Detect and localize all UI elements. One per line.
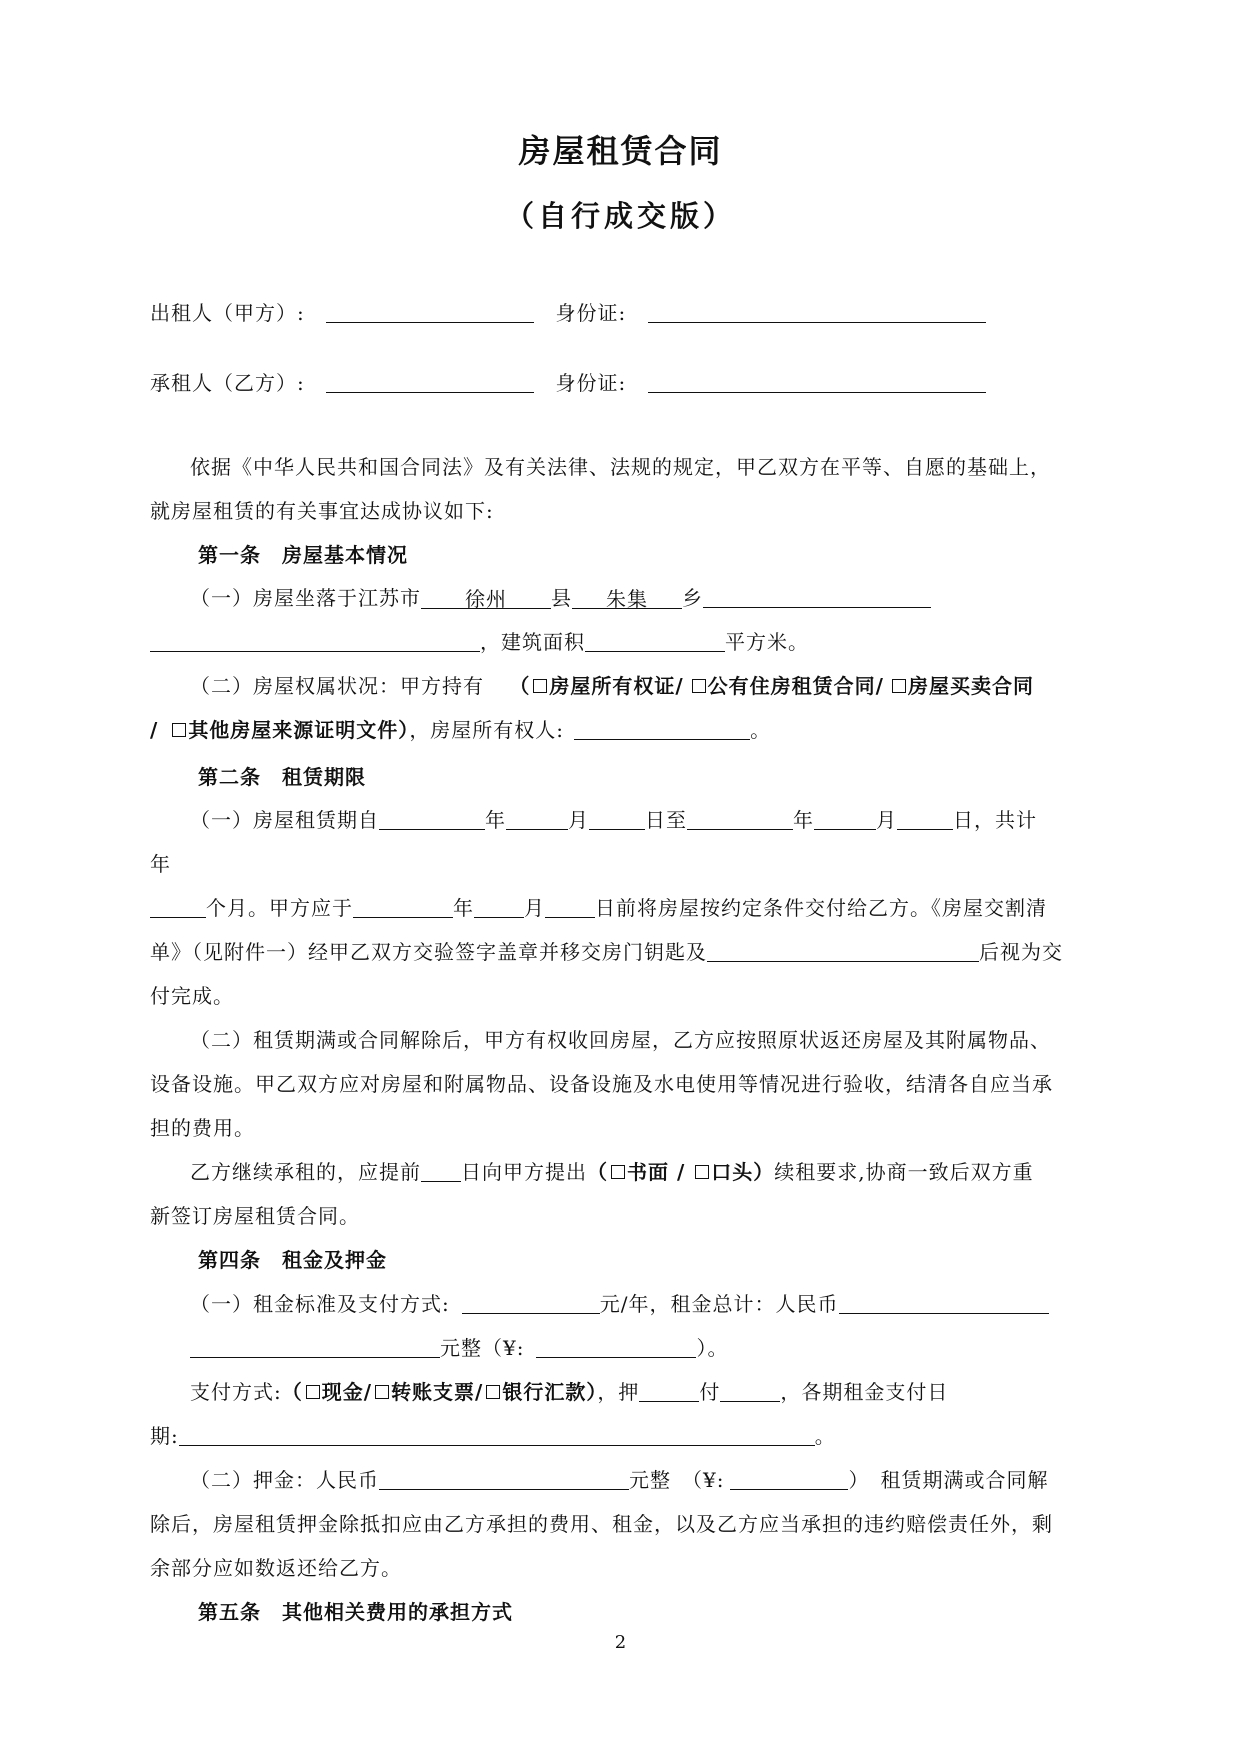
handover-text-2: 后视为交 xyxy=(979,940,1063,964)
slash: / xyxy=(150,718,159,742)
deposit-months-field[interactable] xyxy=(639,1379,699,1402)
city-field[interactable] xyxy=(421,586,551,609)
handover-text: 单》（见附件一）经甲乙双方交验签字盖章并移交房门钥匙及 xyxy=(150,940,707,964)
month-label: 月 xyxy=(524,896,545,920)
payment-label: 支付方式: xyxy=(190,1380,282,1404)
area-unit: 平方米。 xyxy=(725,630,809,654)
delivery-day-field[interactable] xyxy=(545,895,595,918)
county-label: 县 xyxy=(551,586,572,610)
lessor-id-label: 身份证: xyxy=(555,301,627,325)
end-day-field[interactable] xyxy=(897,807,953,830)
area-label: ，建筑面积 xyxy=(480,630,585,654)
article-2-clause-1-cont xyxy=(150,893,1090,923)
lessee-id-field[interactable] xyxy=(648,370,986,393)
article-4-clause-1-cont xyxy=(150,1333,1130,1363)
lessor-line xyxy=(150,298,1090,328)
start-month-field[interactable] xyxy=(506,807,568,830)
ownership-cert-option: 房屋所有权证/ xyxy=(549,674,684,698)
total-months-field[interactable] xyxy=(150,895,206,918)
rent-total-label: 元/年，租金总计：人民币 xyxy=(599,1292,839,1316)
page-number: 2 xyxy=(614,1632,627,1653)
payment-date-label-2: 期: xyxy=(150,1424,179,1448)
document-subtitle: （自行成交版） xyxy=(504,199,736,233)
bank-option: 银行汇款） xyxy=(502,1380,598,1404)
year-label: 年 xyxy=(485,808,506,832)
delivery-text-2: 日前将房屋按约定条件交付给乙方。《房屋交割清 xyxy=(595,896,1047,920)
article-1-clause-2-cont xyxy=(150,715,1090,745)
article-2-renewal xyxy=(150,1157,1130,1187)
public-housing-option: 公有住房租赁合同/ xyxy=(707,674,884,698)
renewal-options xyxy=(587,1160,774,1184)
written-option: 书面 / xyxy=(627,1160,686,1184)
rent-total-words-field-2[interactable] xyxy=(190,1335,440,1358)
payment-options xyxy=(282,1380,598,1404)
delivery-year-field[interactable] xyxy=(353,895,453,918)
cash-checkbox[interactable] xyxy=(306,1385,320,1399)
month-label: 月 xyxy=(568,808,589,832)
transfer-option: 转账支票/ xyxy=(391,1380,484,1404)
article-5-heading: 第五条 其他相关费用的承担方式 xyxy=(198,1600,513,1624)
article-2-year-wrap: 年 xyxy=(150,852,171,876)
end-month-field[interactable] xyxy=(814,807,876,830)
article-2-clause-2-line-1: （二）租赁期满或合同解除后，甲方有权收回房屋，乙方应按照原状返还房屋及其附属物品、 xyxy=(190,1028,1051,1052)
sale-contract-checkbox[interactable] xyxy=(892,679,906,693)
lessor-label: 出租人（甲方）: xyxy=(150,301,305,325)
period: 。 xyxy=(814,1424,836,1448)
deposit-text: ） 租赁期满或合同解 xyxy=(848,1468,1049,1492)
rent-amount-field[interactable] xyxy=(536,1335,696,1358)
township-field[interactable] xyxy=(703,585,931,608)
other-proof-checkbox[interactable] xyxy=(172,723,186,737)
pay-months-field[interactable] xyxy=(720,1379,780,1402)
payment-date-field[interactable] xyxy=(179,1423,815,1446)
handover-items-field[interactable] xyxy=(707,939,979,962)
delivery-month-field[interactable] xyxy=(474,895,524,918)
start-year-field[interactable] xyxy=(379,807,485,830)
lessor-name-field[interactable] xyxy=(326,300,534,323)
ownership-text: （二）房屋权属状况：甲方持有 xyxy=(190,674,484,698)
transfer-checkbox[interactable] xyxy=(375,1385,389,1399)
public-housing-checkbox[interactable] xyxy=(692,679,706,693)
area-field[interactable] xyxy=(585,629,725,652)
renewal-days-field[interactable] xyxy=(421,1159,461,1182)
article-4-payment xyxy=(150,1377,1130,1407)
owner-field[interactable] xyxy=(574,717,750,740)
location-text: （一）房屋坐落于江苏市 xyxy=(190,586,421,610)
article-1-clause-1 xyxy=(150,583,1130,613)
article-2-clause-1-cont-2 xyxy=(150,937,1090,967)
open-paren: （ xyxy=(509,674,531,698)
open-paren: （ xyxy=(281,1380,303,1404)
article-4-clause-1 xyxy=(150,1289,1130,1319)
lessee-id-label: 身份证: xyxy=(555,371,627,395)
year-label: 年 xyxy=(793,808,814,832)
article-4-clause-2 xyxy=(150,1465,1130,1495)
deposit-months-label: ，押 xyxy=(597,1380,640,1404)
intro-line-2: 就房屋租赁的有关事宜达成协议如下: xyxy=(150,499,494,523)
ownership-options xyxy=(509,674,1034,698)
lessee-line xyxy=(150,368,1090,398)
year-label: 年 xyxy=(453,896,474,920)
rent-amount-label: 元整（¥: xyxy=(440,1336,525,1360)
county-value: 朱集 xyxy=(606,587,648,611)
deposit-words-field[interactable] xyxy=(379,1467,629,1490)
close-paren: ）。 xyxy=(696,1336,729,1360)
article-2-renewal-cont: 新签订房屋租赁合同。 xyxy=(150,1204,360,1228)
article-4-clause-2-cont: 除后，房屋租赁押金除抵扣应由乙方承担的费用、租金，以及乙方应当承担的违约赔偿责任外，剩 xyxy=(150,1512,1053,1536)
document-title: 房屋租赁合同 xyxy=(518,132,723,170)
rent-per-year-field[interactable] xyxy=(462,1291,600,1314)
cash-option: 现金/ xyxy=(321,1380,373,1404)
month-label: 月 xyxy=(876,808,897,832)
renewal-text: 乙方继续承租的，应提前 xyxy=(190,1160,421,1184)
city-value: 徐州 xyxy=(465,587,507,611)
delivery-text: 个月。甲方应于 xyxy=(206,896,353,920)
address-field[interactable] xyxy=(150,629,480,652)
renewal-text-2: 日向甲方提出 xyxy=(461,1160,587,1184)
township-label: 乡 xyxy=(682,586,703,610)
lease-from-label: （一）房屋租赁期自 xyxy=(190,808,379,832)
rent-standard-label: （一）租金标准及支付方式: xyxy=(190,1292,450,1316)
other-proof-option: 其他房屋来源证明文件） xyxy=(188,718,410,742)
renewal-text-3: 续租要求,协商一致后双方重 xyxy=(774,1160,1034,1184)
article-1-clause-1-cont xyxy=(150,627,1090,657)
oral-option: 口头） xyxy=(711,1160,775,1184)
lessee-label: 承租人（乙方）: xyxy=(150,371,305,395)
day-total-label: 日，共计 xyxy=(953,808,1037,832)
bank-checkbox[interactable] xyxy=(486,1385,500,1399)
payment-date-label: ，各期租金支付日 xyxy=(780,1380,949,1404)
owner-label: ，房屋所有权人: xyxy=(409,718,565,742)
oral-checkbox[interactable] xyxy=(695,1165,709,1179)
day-to-label: 日至 xyxy=(645,808,687,832)
end-year-field[interactable] xyxy=(687,807,793,830)
start-day-field[interactable] xyxy=(589,807,645,830)
open-paren: （ xyxy=(587,1160,608,1184)
sale-contract-option: 房屋买卖合同 xyxy=(907,674,1034,698)
article-1-clause-2 xyxy=(150,671,1130,701)
article-1-heading: 第一条 房屋基本情况 xyxy=(198,543,408,567)
deposit-amount-label: 元整 （¥: xyxy=(629,1468,725,1492)
pay-months-label: 付 xyxy=(699,1380,721,1404)
article-2-clause-1-end: 付完成。 xyxy=(150,984,234,1008)
article-2-clause-2-line-3: 担的费用。 xyxy=(150,1116,255,1140)
rent-total-words-field[interactable] xyxy=(839,1291,1049,1314)
article-4-payment-cont xyxy=(150,1421,1090,1451)
county-field[interactable] xyxy=(572,586,682,609)
intro-line-1: 依据《中华人民共和国合同法》及有关法律、法规的规定，甲乙双方在平等、自愿的基础上， xyxy=(190,455,1051,479)
period: 。 xyxy=(750,718,772,742)
lessee-name-field[interactable] xyxy=(326,370,534,393)
article-2-clause-2-line-2: 设备设施。甲乙双方应对房屋和附属物品、设备设施及水电使用等情况进行验收，结清各自应当承 xyxy=(150,1072,1053,1096)
deposit-amount-field[interactable] xyxy=(730,1467,848,1490)
deposit-label: （二）押金：人民币 xyxy=(190,1468,379,1492)
ownership-cert-checkbox[interactable] xyxy=(533,679,547,693)
article-2-heading: 第二条 租赁期限 xyxy=(198,765,366,789)
written-checkbox[interactable] xyxy=(611,1165,625,1179)
lessor-id-field[interactable] xyxy=(648,300,986,323)
article-4-clause-2-end: 余部分应如数返还给乙方。 xyxy=(150,1556,402,1580)
article-2-clause-1 xyxy=(150,805,1130,835)
article-4-heading: 第四条 租金及押金 xyxy=(198,1248,387,1272)
